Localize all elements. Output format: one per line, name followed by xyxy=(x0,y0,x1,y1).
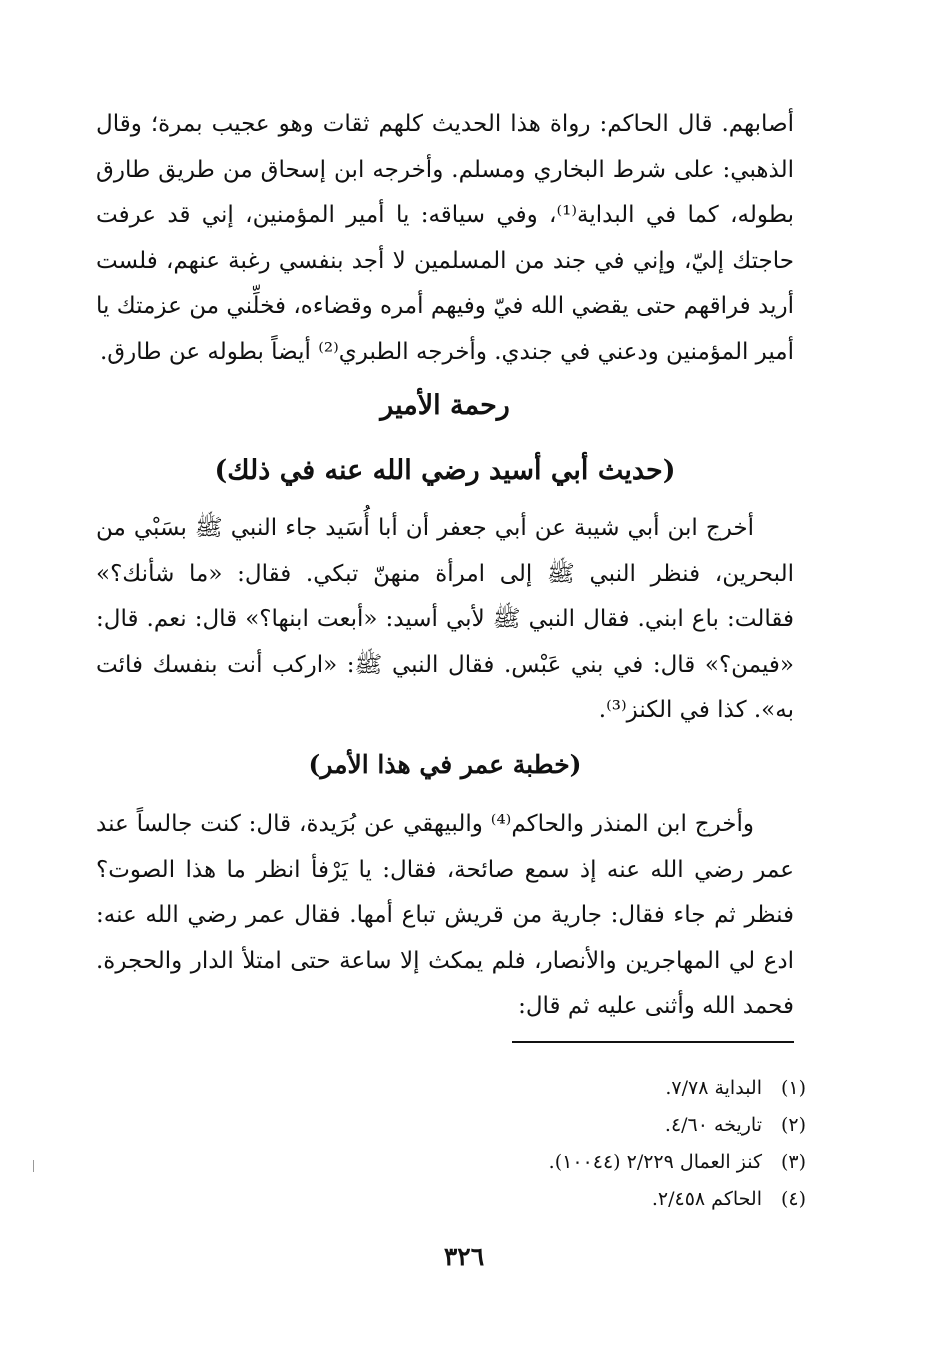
footnote-number: (٣) xyxy=(780,1151,806,1173)
footnote-number: (٢) xyxy=(780,1114,806,1136)
footnote-number: (١) xyxy=(780,1077,806,1099)
paragraph-abu-usayd: أخرج ابن أبي شيبة عن أبي جعفر أن أبا أُسَيد جاء النبي ﷺ بسَبْي من البحرين، فنظر النبي ﷺ إلى امرأة منهنّ تبكي. فقال: «ما شأنك؟» فقالت: باع ابني. فقال النبي ﷺ لأبي أسيد: «أبعت ابنها؟» قال: نعم. قال: «فيمن؟» قال: في بني عَبْس. فقال النبي ﷺ: «اركب أنت بنفسك فائت به». كذا في الكنز⁽³⁾. xyxy=(96,515,794,723)
footnote-number: (٤) xyxy=(780,1188,806,1210)
paragraph-continuation: أصابهم. قال الحاكم: رواة هذا الحديث كلهم ثقات وهو عجيب بمرة؛ وقال الذهبي: على شرط البخاري ومسلم. وأخرجه ابن إسحاق من طريق طارق بطوله، كما في البداية⁽¹⁾، وفي سياقه: يا أمير المؤمنين، إني قد عرفت حاجتك إليّ، وإني في جند من المسلمين لا أجد بنفسي رغبة عنهم، فلست أريد فراقهم حتى يقضي الله فيّ وفيهم أمره وقضاءه، فخلِّني من عزمتك يا أمير المؤمنين ودعني في جندي. وأخرجه الطبري⁽²⁾ أيضاً بطوله عن طارق. xyxy=(96,111,795,365)
paragraph-umar-sermon: وأخرج ابن المنذر والحاكم⁽⁴⁾ والبيهقي عن بُرَيدة، قال: كنت جالساً عند عمر رضي الله عنه إذ سمع صائحة، فقال: يا يَرْفأ انظر ما هذا الصوت؟ فنظر ثم جاء فقال: جارية من قريش تباع أمها. فقال عمر رضي الله عنه: ادع لي المهاجرين والأنصار، فلم يمكث إلا ساعة حتى امتلأ الدار والحجرة. فحمد الله وأثنى عليه ثم قال: xyxy=(96,811,794,1019)
footnote-text: كنز العمال ٢/٢٢٩ (١٠٠٤٤). xyxy=(548,1151,762,1173)
footnote-item xyxy=(300,1070,806,1107)
scan-edge-mark xyxy=(33,1160,34,1172)
footnote-text: الحاكم ٢/٤٥٨. xyxy=(651,1188,762,1210)
footnote-item xyxy=(300,1181,806,1218)
subsection-title-umar-sermon: (خطبة عمر في هذا الأمر) xyxy=(308,750,582,779)
footnote-divider xyxy=(512,1041,794,1043)
footnotes-list xyxy=(300,1070,806,1218)
footnote-item xyxy=(300,1144,806,1181)
page-number: ٣٢٦ xyxy=(443,1242,485,1271)
section-title: رحمة الأمير xyxy=(380,390,510,421)
footnote-item xyxy=(300,1107,806,1144)
subsection-title-abu-usayd: (حديث أبي أسيد رضي الله عنه في ذلك) xyxy=(214,455,676,486)
footnote-text: البداية ٧/٧٨. xyxy=(665,1077,762,1099)
footnote-text: تاريخه ٤/٦٠. xyxy=(664,1114,762,1136)
